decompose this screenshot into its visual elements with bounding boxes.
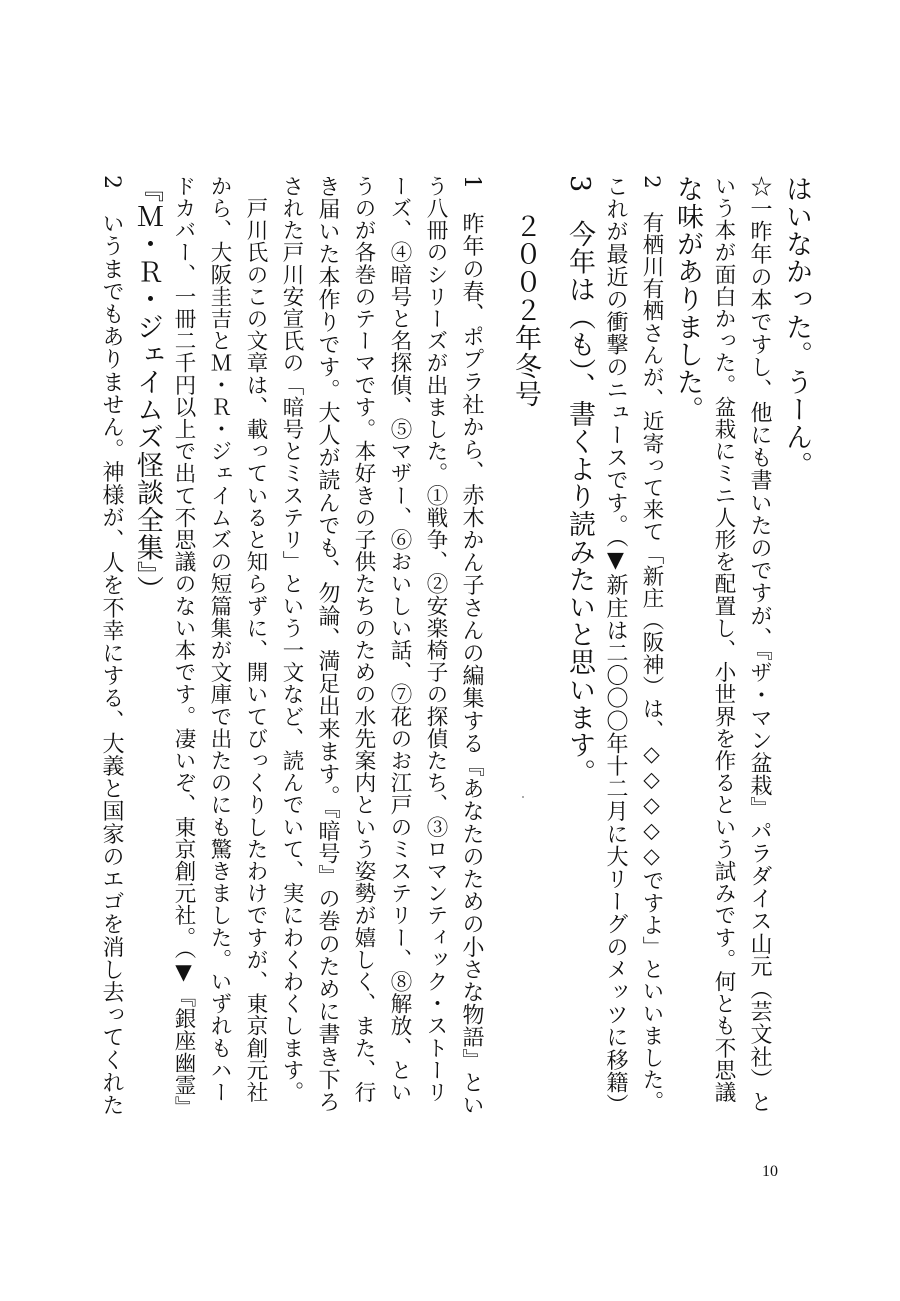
text-line: 戸川氏のこの文章は、載っていると知らずに、開いてびっくりしたわけですが、東京創元社 (243, 175, 268, 1104)
text-line: 『Ｍ・Ｒ・ジェイムズ怪談全集』） (132, 175, 163, 604)
page-number: 10 (762, 1163, 778, 1180)
text-line: な味がありました。 (672, 175, 703, 424)
text-line: これが最近の衝撃のニュースです。（▼新庄は二〇〇〇年十二月に大リーグのメッツに移籍） (603, 175, 628, 1117)
text-line: うのが各巻のテーマです。本好きの子供たちのための水先案内という姿勢が嬉しく、また、行 (351, 175, 376, 1104)
text-line: 2 いうまでもありません。神様が、人を不幸にする、大義と国家のエゴを消し去ってくれた (99, 175, 124, 1117)
text-line: から、大阪圭吉とＭ・Ｒ・ジェイムズの短篇集が文庫で出たのにも驚きました。いずれもハー (207, 175, 232, 1104)
section-heading: ２００２年冬号 (510, 212, 541, 408)
text-line: ーズ、④暗号と名探偵、⑤マザー、⑥おいしい話、⑦花のお江戸のミステリー、⑧解放、とい (387, 175, 412, 1104)
text-line: ドカバー、一冊二千円以上で出て不思議のない本です。凄いぞ、東京創元社。（▼『銀座幽霊』 (171, 175, 196, 1119)
text-line: された戸川安宣氏の「暗号とミステリ」という一文など、読んでいて、実にわくわくします。 (279, 175, 304, 1104)
print-speck (522, 796, 524, 798)
text-line: 2 有栖川有栖さんが、近寄って来て「新庄（阪神）は、◇◇◇◇◇ですよ」といいました。 (639, 175, 664, 1113)
text-line: 1 昨年の春、ポプラ社から、赤木かん子さんの編集する『あなたのための小さな物語』とい (459, 175, 484, 1117)
text-line: いう本が面白かった。盆栽にミニ人形を配置し、小世界を作るという試みです。何とも不思議 (711, 175, 736, 1104)
text-line: はいなかった。うーん。 (781, 175, 812, 479)
text-line: 3 今年は（も）、書くより読みたいと思います。 (564, 175, 595, 787)
text-line: ☆一昨年の本ですし、他にも書いたのですが、『ザ・マン盆栽』パラダイス山元（芸文社）と (747, 175, 772, 1114)
text-line: う八冊のシリーズが出ました。①戦争、②安楽椅子の探偵たち、③ロマンティック・ストーリ (423, 175, 448, 1104)
text-line: き届いた本作りです。大人が読んでも、勿論、満足出来ます。『暗号』の巻のために書き下ろ (315, 175, 340, 1114)
